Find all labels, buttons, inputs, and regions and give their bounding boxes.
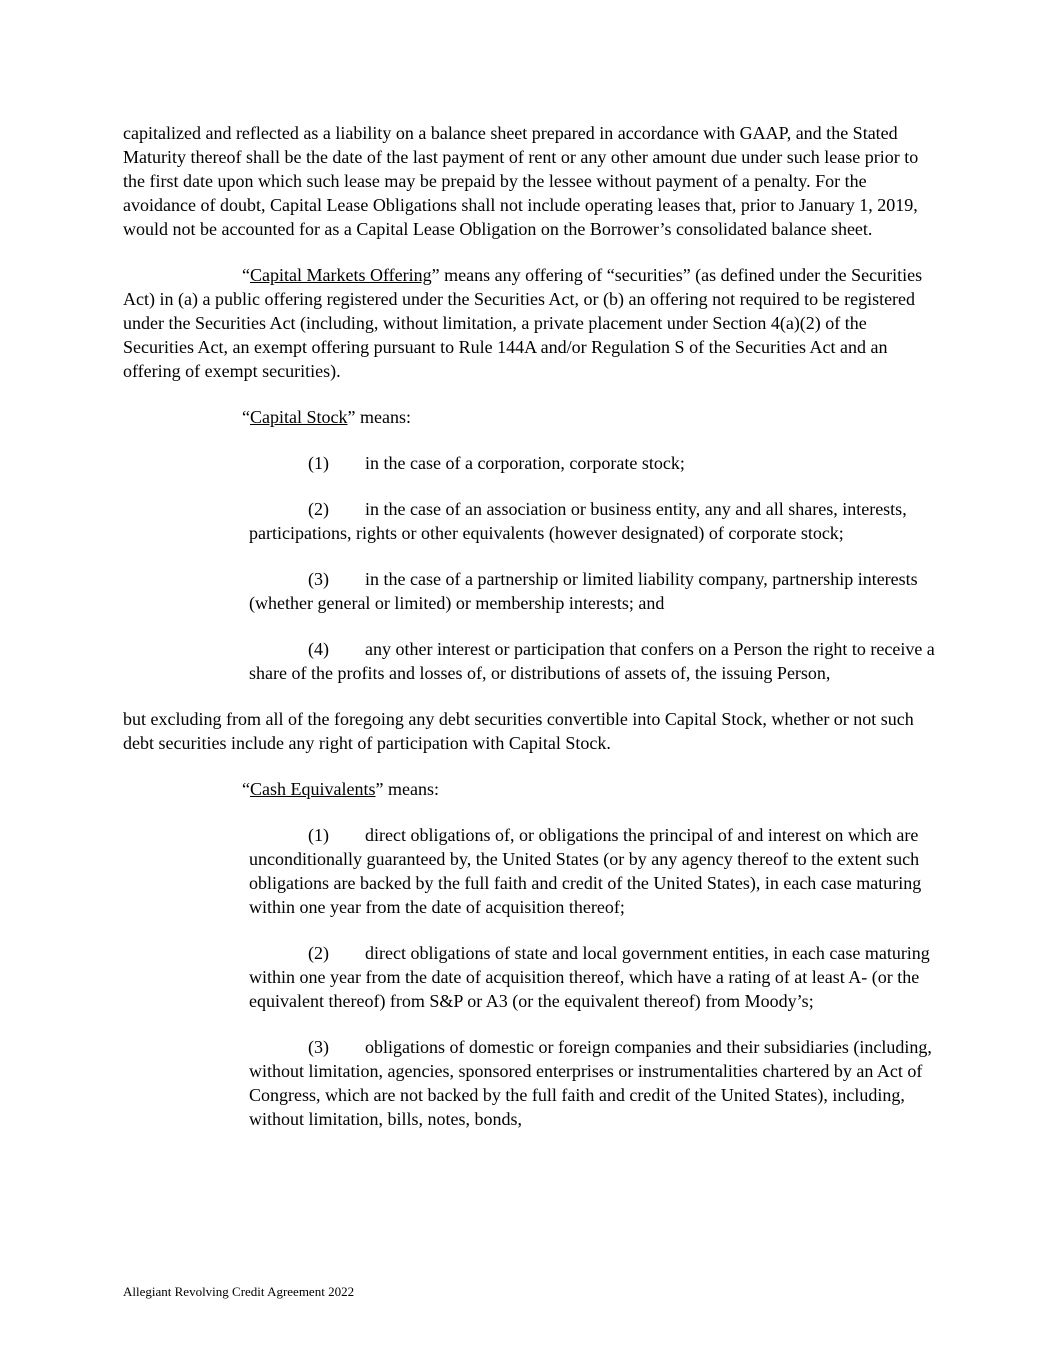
list-item-cash-equivalents-1 <box>249 823 935 919</box>
definition-capital-markets-offering <box>123 263 935 383</box>
item-text: in the case of a partnership or limited liability company, partnership interests (whether general or limited) or membership interests; and <box>249 569 918 613</box>
item-text: in the case of an association or business entity, any and all shares, interests, participations, rights or other equivalents (however designated) of corporate stock; <box>249 499 907 543</box>
list-item-capital-stock-4 <box>249 637 935 685</box>
definition-cash-equivalents <box>123 777 935 801</box>
page-footer: Allegiant Revolving Credit Agreement 2022 <box>123 1284 355 1299</box>
list-item-capital-stock-3 <box>249 567 935 615</box>
item-text: any other interest or participation that confers on a Person the right to receive a share of the profits and losses of, or distributions of assets of, the issuing Person, <box>249 639 935 683</box>
item-text: in the case of a corporation, corporate stock; <box>365 453 685 473</box>
open-quote: “ <box>242 407 250 427</box>
item-text: obligations of domestic or foreign companies and their subsidiaries (including, without limitation, agencies, sponsored enterprises or instrumentalities chartered by an Act of Congress, which are not backed by the full faith and credit of the United States), including, without limitation, bills, notes, bonds, <box>249 1037 932 1129</box>
item-number: (3) <box>308 1037 329 1057</box>
definition-capital-markets-offering-body: ” means any offering of “securities” (as defined under the Securities Act) in (a) a public offering registered under the Securities Act, or (b) an offering not required to be registered under the Securities Act (including, without limitation, a private placement under Section 4(a)(2) of the Securities Act, an exempt offering pursuant to Rule 144A and/or Regulation S of the Securities Act and an offering of exempt securities). <box>123 265 923 381</box>
list-item-capital-stock-2 <box>249 497 935 545</box>
list-item-cash-equivalents-3 <box>249 1035 935 1131</box>
paragraph-capital-stock-exclusion: but excluding from all of the foregoing any debt securities convertible into Capital Stock, whether or not such debt securities include any right of participation with Capital Stock. <box>123 709 914 753</box>
definition-capital-stock <box>123 405 935 429</box>
definition-capital-stock-body: ” means: <box>347 407 411 427</box>
open-quote: “ <box>242 265 250 285</box>
page-content <box>123 121 935 1153</box>
item-number: (1) <box>308 825 329 845</box>
open-quote: “ <box>242 779 250 799</box>
item-number: (3) <box>308 569 329 589</box>
item-text: direct obligations of, or obligations the principal of and interest on which are unconditionally guaranteed by, the United States (or by any agency thereof to the extent such obligations are backed by the full faith and credit of the United States), in each case maturing within one year from the date of acquisition thereof; <box>249 825 922 917</box>
paragraph-capital-lease-continuation: capitalized and reflected as a liability on a balance sheet prepared in accordance with GAAP, and the Stated Maturity thereof shall be the date of the last payment of rent or any other amount due under such lease prior to the first date upon which such lease may be prepaid by the lessee without payment of a penalty. For the avoidance of doubt, Capital Lease Obligations shall not include operating leases that, prior to January 1, 2019, would not be accounted for as a Capital Lease Obligation on the Borrower’s consolidated balance sheet. <box>123 123 919 239</box>
item-text: direct obligations of state and local government entities, in each case maturing within one year from the date of acquisition thereof, which have a rating of at least A- (or the equivalent thereof) from S&P or A3 (or the equivalent thereof) from Moody’s; <box>249 943 930 1011</box>
defined-term-cash-equivalents: Cash Equivalents <box>250 779 376 799</box>
defined-term-capital-stock: Capital Stock <box>250 407 348 427</box>
defined-term-capital-markets-offering: Capital Markets Offering <box>250 265 432 285</box>
list-item-capital-stock-1 <box>249 451 935 475</box>
item-number: (4) <box>308 639 329 659</box>
item-number: (1) <box>308 453 329 473</box>
item-number: (2) <box>308 943 329 963</box>
item-number: (2) <box>308 499 329 519</box>
definition-cash-equivalents-body: ” means: <box>375 779 439 799</box>
list-item-cash-equivalents-2 <box>249 941 935 1013</box>
